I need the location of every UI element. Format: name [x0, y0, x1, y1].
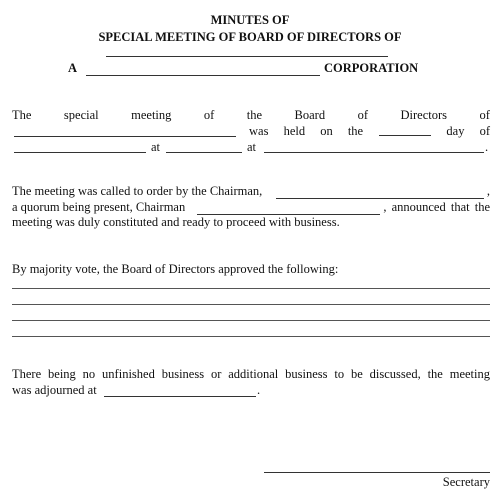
para1-word: of — [357, 108, 369, 122]
document-subtitle: SPECIAL MEETING OF BOARD OF DIRECTORS OF — [98, 30, 402, 44]
document-title: MINUTES OF — [210, 13, 290, 27]
para1-word: meeting — [131, 108, 172, 122]
corporation-suffix: CORPORATION — [324, 61, 419, 75]
para1-word: of — [479, 108, 490, 122]
chairman-name-field[interactable] — [276, 187, 484, 199]
quorum-text: a quorum being present, Chairman — [12, 200, 186, 214]
para1-word: Directors — [400, 108, 448, 122]
was-held-on-the-text: was held on the — [249, 124, 364, 138]
adjourned-at-text: was adjourned at — [12, 383, 97, 397]
day-field[interactable] — [379, 124, 431, 136]
approval-text: By majority vote, the Board of Directors approved the following: — [12, 262, 339, 276]
corporation-name-field[interactable] — [86, 75, 320, 76]
adjourn-text: There being no unfinished business or additional business to be discussed, the meeting — [12, 367, 490, 381]
para2-line1 — [12, 184, 490, 199]
para2-comma: , — [486, 184, 490, 198]
approval-line-1[interactable] — [12, 288, 490, 289]
approval-line-4[interactable] — [12, 336, 490, 337]
approval-line-2[interactable] — [12, 304, 490, 305]
month-year-field[interactable] — [14, 152, 146, 153]
signature-line[interactable] — [264, 472, 490, 473]
para1-line2 — [249, 124, 490, 139]
location-field[interactable] — [264, 152, 484, 153]
para1-word: The — [12, 108, 32, 122]
para2-line3: meeting was duly constituted and ready to proceed with business. — [12, 215, 340, 229]
day-of-text: day of — [446, 124, 490, 138]
at-text-2: at — [247, 140, 257, 154]
para1-word: special — [63, 108, 99, 122]
called-to-order-text: The meeting was called to order by the Chairman, — [12, 184, 263, 198]
para1-word: Board — [294, 108, 326, 122]
board-name-field[interactable] — [14, 136, 236, 137]
approval-line-3[interactable] — [12, 320, 490, 321]
secretary-label: Secretary — [442, 475, 490, 489]
corporation-prefix: A — [68, 61, 78, 75]
announced-text: , announced that the — [383, 200, 490, 214]
para1-word: the — [246, 108, 263, 122]
title-blank-line[interactable] — [106, 56, 388, 57]
para1-word: of — [203, 108, 215, 122]
time-field[interactable] — [166, 152, 242, 153]
at-text-1: at — [151, 140, 161, 154]
adjourn-time-field[interactable] — [104, 396, 256, 397]
para1-period: . — [485, 140, 489, 154]
chairman-announce-field[interactable] — [197, 203, 380, 215]
para2-line2 — [12, 200, 490, 215]
para1-line1 — [12, 108, 490, 123]
adjourn-period: . — [257, 383, 261, 397]
